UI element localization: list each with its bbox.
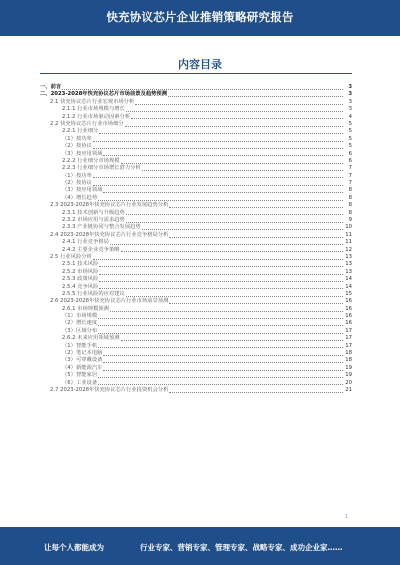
toc-entry-text: （6）工业设备	[62, 379, 98, 386]
toc-entry[interactable]	[40, 372, 352, 379]
report-header	[0, 0, 400, 36]
toc-leader-dots	[169, 237, 343, 238]
toc-entry-text: （1）按功率	[62, 135, 92, 142]
toc-entry-page: 19	[345, 372, 352, 379]
toc-entry-page: 7	[348, 180, 352, 187]
toc-entry-text: （3）可穿戴设备	[62, 357, 103, 364]
toc-leader-dots	[103, 155, 343, 156]
toc-entry-text: （5）智能家居	[62, 372, 98, 379]
toc-entry[interactable]	[40, 335, 352, 342]
toc-entry[interactable]	[40, 276, 352, 283]
toc-entry[interactable]	[40, 202, 352, 209]
footer-tagline: 行业专家、营销专家、管理专家、战略专家、成功企业家……	[140, 543, 343, 552]
toc-entry-page: 3	[348, 98, 352, 105]
toc-leader-dots	[103, 362, 343, 363]
report-title: 快充协议芯片企业推销策略研究报告	[106, 10, 294, 24]
toc-leader-dots	[99, 274, 343, 275]
toc-leader-dots	[98, 377, 343, 378]
toc-leader-dots	[110, 311, 343, 312]
report-footer	[0, 527, 400, 565]
toc-entry-text: （1）按功率	[62, 172, 92, 179]
toc-entry-text: 2.7 2023-2028年快充协议芯片行业投资机会分析	[50, 387, 169, 393]
toc-entry-page: 8	[348, 187, 352, 194]
toc-leader-dots	[169, 303, 343, 304]
toc-entry-page: 5	[348, 128, 352, 135]
toc-entry-page: 10	[345, 224, 352, 231]
toc-entry-page: 19	[345, 364, 352, 371]
toc-entry-page: 7	[348, 165, 352, 172]
toc-entry-page: 5	[348, 120, 352, 127]
toc-entry-page: 8	[348, 209, 352, 216]
toc-entry[interactable]	[40, 298, 352, 305]
toc-leader-dots	[103, 370, 343, 371]
toc-entry-page: 7	[348, 172, 352, 179]
toc-entry-page: 11	[345, 239, 352, 246]
toc-entry[interactable]	[40, 224, 352, 231]
toc-leader-dots	[125, 126, 343, 127]
toc-leader-dots	[110, 244, 343, 245]
toc-entry-page: 14	[345, 283, 352, 290]
toc-entry-text: 2.1 快充协议芯片行业宏观市场分析	[50, 98, 135, 105]
toc-entry-text: 2.5.5 行业风险的应对建议	[62, 290, 125, 297]
toc-entry-text: 2.5.2 市场风险	[62, 268, 99, 275]
toc-entry-page: 6	[348, 157, 352, 164]
toc-entry-text: （1）智能手机	[62, 342, 98, 349]
toc-leader-dots	[169, 207, 343, 208]
toc-entry-text: 2.4.1 行业竞争格局	[62, 239, 109, 246]
toc-leader-dots	[98, 318, 343, 319]
toc-leader-dots	[99, 288, 343, 289]
toc-leader-dots	[131, 118, 343, 119]
toc-entry-page: 16	[345, 320, 352, 327]
toc-entry-page: 4	[348, 113, 352, 120]
toc-entry-text: （1）市场规模	[62, 313, 98, 320]
toc-entry-page: 21	[345, 387, 352, 393]
toc-entry-page: 3	[348, 83, 352, 90]
toc-entry-page: 14	[345, 276, 352, 283]
toc-leader-dots	[98, 200, 343, 201]
toc-entry[interactable]	[40, 143, 352, 150]
toc-entry[interactable]	[40, 210, 352, 217]
toc-leader-dots	[169, 392, 343, 393]
footer-slogan: 让每个人都能成为	[44, 543, 104, 552]
toc-entry-page: 17	[345, 327, 352, 334]
toc-entry-page: 12	[345, 246, 352, 253]
toc-leader-dots	[126, 111, 343, 112]
toc-entry-text: 2.1.1 行业市场规模与增长	[62, 106, 125, 113]
toc-entry-page: 3	[348, 106, 352, 113]
toc-entry-text: 2.6.2 未来应用领域预测	[62, 335, 120, 342]
toc-entry[interactable]	[40, 357, 352, 364]
page-number: 1	[344, 514, 348, 520]
toc-entry-text: 2.5.1 技术风险	[62, 261, 99, 268]
toc-entry[interactable]	[40, 128, 352, 135]
toc-leader-dots	[103, 355, 343, 356]
toc-entry[interactable]	[40, 343, 352, 350]
toc-entry-text: 2.3.3 产业链协同与整合发展趋势	[62, 224, 141, 231]
toc-entry-text: 2.2.3 行业细分市场增长潜力分析	[62, 165, 141, 172]
toc-entry-text: （2）笔记本电脑	[62, 350, 103, 357]
toc-entry-text: 2.6 2023-2028年快充协议芯片行业市场前景预测	[50, 298, 169, 305]
toc-entry[interactable]	[40, 247, 352, 254]
toc-entry-text: （4）新能源汽车	[62, 364, 103, 371]
toc-entry-page: 20	[345, 379, 352, 386]
toc-entry-page: 18	[345, 350, 352, 357]
toc-leader-dots	[62, 89, 343, 90]
toc-entry[interactable]	[40, 284, 352, 291]
toc-entry-page: 16	[345, 305, 352, 312]
toc-entry-text: （4）增长趋势	[62, 194, 98, 201]
toc-entry-text: （2）按协议	[62, 180, 92, 187]
toc-entry-page: 6	[348, 150, 352, 157]
toc-entry-page: 8	[348, 194, 352, 201]
toc-entry[interactable]	[40, 239, 352, 246]
toc-entry-text: 2.2.1 行业细分	[62, 128, 99, 135]
toc-entry-page: 5	[348, 143, 352, 150]
toc-leader-dots	[98, 333, 343, 334]
toc-entry-text: 一、前言	[40, 83, 62, 90]
toc-leader-dots	[99, 133, 343, 134]
toc-leader-dots	[126, 222, 343, 223]
toc-entry[interactable]	[40, 387, 352, 394]
toc-entry-text: 2.6.1 市场规模预测	[62, 305, 109, 312]
toc-entry-page: 9	[348, 217, 352, 224]
toc-leader-dots	[99, 266, 343, 267]
toc-leader-dots	[103, 192, 343, 193]
toc-leader-dots	[142, 170, 343, 171]
table-of-contents	[40, 84, 352, 394]
toc-entry-text: （2）增长速度	[62, 320, 98, 327]
toc-entry-page: 13	[345, 253, 352, 260]
toc-entry-text: 二、2023-2028年快充协议芯片市场前景及趋势预测	[40, 91, 168, 98]
toc-entry-page: 13	[345, 268, 352, 275]
toc-entry-text: 2.3 2023-2028年快充协议芯片行业发展趋势分析	[50, 202, 169, 209]
toc-entry-page: 15	[345, 290, 352, 297]
toc-entry-text: 2.2.2 行业细分市场规模	[62, 157, 120, 164]
toc-leader-dots	[98, 325, 343, 326]
toc-entry-page: 16	[345, 313, 352, 320]
toc-entry-page: 18	[345, 357, 352, 364]
toc-entry[interactable]	[40, 380, 352, 387]
toc-entry[interactable]	[40, 187, 352, 194]
toc-entry-text: 2.3.1 技术创新与升级趋势	[62, 209, 125, 216]
toc-entry[interactable]	[40, 321, 352, 328]
toc-entry-page: 3	[348, 91, 352, 98]
toc-leader-dots	[98, 347, 343, 348]
toc-leader-dots	[126, 214, 343, 215]
toc-entry[interactable]	[40, 106, 352, 113]
toc-entry-page: 8	[348, 202, 352, 209]
toc-leader-dots	[93, 177, 343, 178]
toc-entry-text: 2.1.2 行业市场驱动因素分析	[62, 113, 131, 120]
toc-entry-text: （3）区域分布	[62, 327, 98, 334]
toc-entry-page: 5	[348, 135, 352, 142]
toc-entry[interactable]	[40, 306, 352, 313]
toc-entry-text: 2.5 行业风险分析	[50, 253, 92, 260]
toc-leader-dots	[93, 259, 343, 260]
toc-leader-dots	[126, 296, 343, 297]
toc-entry-page: 11	[345, 231, 352, 238]
toc-entry-page: 17	[345, 335, 352, 342]
toc-entry[interactable]	[40, 114, 352, 121]
toc-entry[interactable]	[40, 91, 352, 98]
toc-leader-dots	[121, 340, 343, 341]
toc-leader-dots	[142, 229, 343, 230]
toc-divider	[40, 73, 352, 74]
toc-entry-text: 2.2 快充协议芯片行业市场细分	[50, 120, 124, 127]
toc-leader-dots	[93, 185, 343, 186]
toc-entry-text: （2）按协议	[62, 143, 92, 150]
toc-leader-dots	[168, 96, 343, 97]
toc-leader-dots	[135, 104, 343, 105]
toc-entry[interactable]	[40, 261, 352, 268]
toc-leader-dots	[121, 163, 343, 164]
toc-leader-dots	[93, 141, 343, 142]
toc-entry-page: 13	[345, 261, 352, 268]
toc-entry-text: 2.4.2 主要企业竞争策略	[62, 246, 120, 253]
toc-entry-text: （3）按应用领域	[62, 187, 103, 194]
toc-entry-page: 17	[345, 342, 352, 349]
toc-entry-text: 2.5.4 竞争风险	[62, 283, 99, 290]
toc-entry-text: 2.4 2023-2028年快充协议芯片行业竞争格局分析	[50, 231, 169, 238]
toc-leader-dots	[93, 148, 343, 149]
toc-entry-text: 2.3.2 市场应用与需求趋势	[62, 217, 125, 224]
toc-entry-text: 2.5.3 政策风险	[62, 276, 99, 283]
toc-entry[interactable]	[40, 165, 352, 172]
toc-leader-dots	[99, 281, 343, 282]
toc-leader-dots	[98, 384, 343, 385]
toc-entry[interactable]	[40, 151, 352, 158]
toc-entry-text: （3）按应用领域	[62, 150, 103, 157]
toc-title: 内容目录	[178, 58, 222, 71]
toc-leader-dots	[121, 251, 343, 252]
toc-entry[interactable]	[40, 173, 352, 180]
toc-entry-page: 16	[345, 298, 352, 305]
